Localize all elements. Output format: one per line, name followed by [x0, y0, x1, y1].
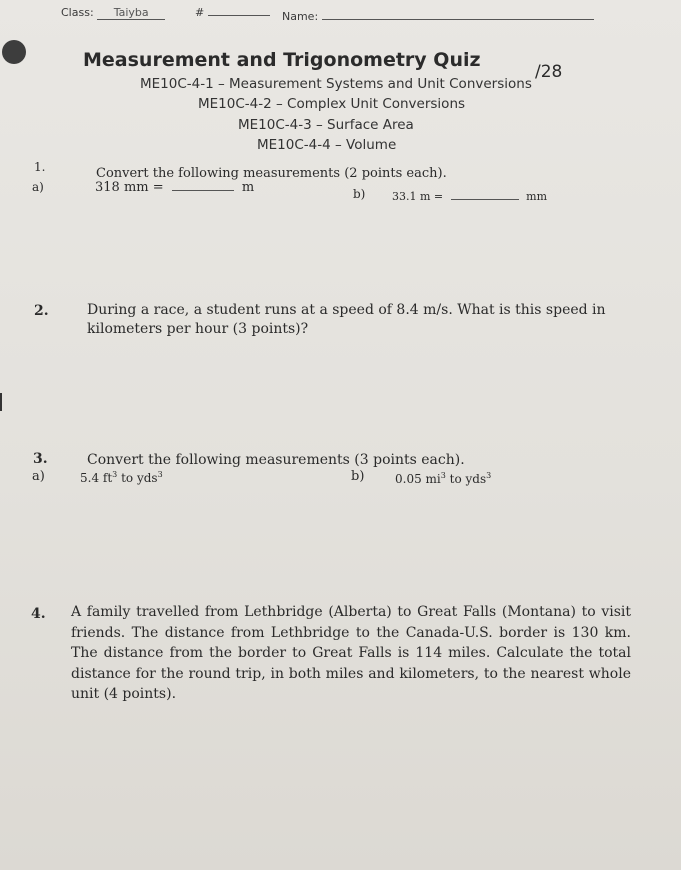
q3b-value: 0.05 mi: [395, 472, 441, 486]
class-blank: [97, 6, 165, 20]
q3a-value: 5.4 ft: [80, 471, 113, 485]
q3a-exponent: 3: [112, 470, 118, 479]
q2-prompt: During a race, a student runs at a speed of 8.4 m/s. What is this speed in kilometers per hour (3 points)?: [87, 302, 606, 337]
name-label: Name:: [282, 10, 319, 23]
q1-prompt: Convert the following measurements (2 points each).: [96, 166, 447, 181]
q1a-label: a): [32, 180, 44, 194]
q3-number: 3.: [33, 451, 48, 467]
q1b-expression: 33.1 m =: [392, 190, 444, 203]
q3-prompt: Convert the following measurements (3 points each).: [87, 452, 465, 468]
hash-field: [195, 6, 270, 19]
hash-label: #: [195, 6, 205, 19]
outcome-4: ME10C-4-4 – Volume: [257, 137, 397, 153]
q3a-target: to yds: [117, 471, 158, 485]
punch-hole: [2, 40, 26, 64]
class-label: Class:: [61, 6, 94, 19]
q1a-unit: m: [241, 180, 255, 195]
q2-number: 2.: [34, 303, 49, 319]
q3b-exponent: 3: [440, 471, 446, 480]
q3b-target: to yds: [445, 472, 487, 486]
name-blank: [322, 19, 594, 20]
q3b-label: b): [351, 469, 365, 484]
q1b-label: b): [353, 187, 366, 201]
quiz-total: /28: [535, 62, 563, 82]
q3b-question: [395, 471, 491, 486]
q3b-exponent-2: 3: [486, 471, 492, 480]
q3a-exponent-2: 3: [157, 470, 163, 479]
class-value: Taiyba: [113, 6, 149, 19]
q4-prompt: A family travelled from Lethbridge (Alberta) to Great Falls (Montana) to visit friends. The distance from Lethbridge to the Canada-U.S. border is 130 km. The distance from the border to Great Falls is 114 miles. Calculate the total distance for the round trip, in both miles and kilometers, to the nearest whole unit (4 points).: [71, 604, 631, 702]
quiz-title: Measurement and Trigonometry Quiz: [83, 49, 481, 71]
q1a-expression: 318 mm =: [95, 180, 164, 195]
q3a-label: a): [32, 469, 45, 484]
q1b-answer-blank: [451, 199, 519, 200]
outcome-1: ME10C-4-1 – Measurement Systems and Unit Conversions: [140, 76, 532, 92]
q1b-question: [392, 190, 547, 203]
name-field: [282, 10, 594, 23]
class-field: [61, 6, 165, 20]
outcome-2: ME10C-4-2 – Complex Unit Conversions: [198, 96, 466, 112]
q1a-answer-blank: [172, 190, 234, 191]
page-edge-mark: [0, 393, 2, 411]
hash-blank: [208, 15, 270, 16]
q3a-question: [80, 470, 163, 485]
q4-number: 4.: [31, 606, 46, 622]
q1b-unit: mm: [526, 190, 548, 203]
q1-number: 1.: [34, 160, 46, 174]
outcome-3: ME10C-4-3 – Surface Area: [238, 117, 414, 133]
q1a-question: [95, 180, 254, 195]
